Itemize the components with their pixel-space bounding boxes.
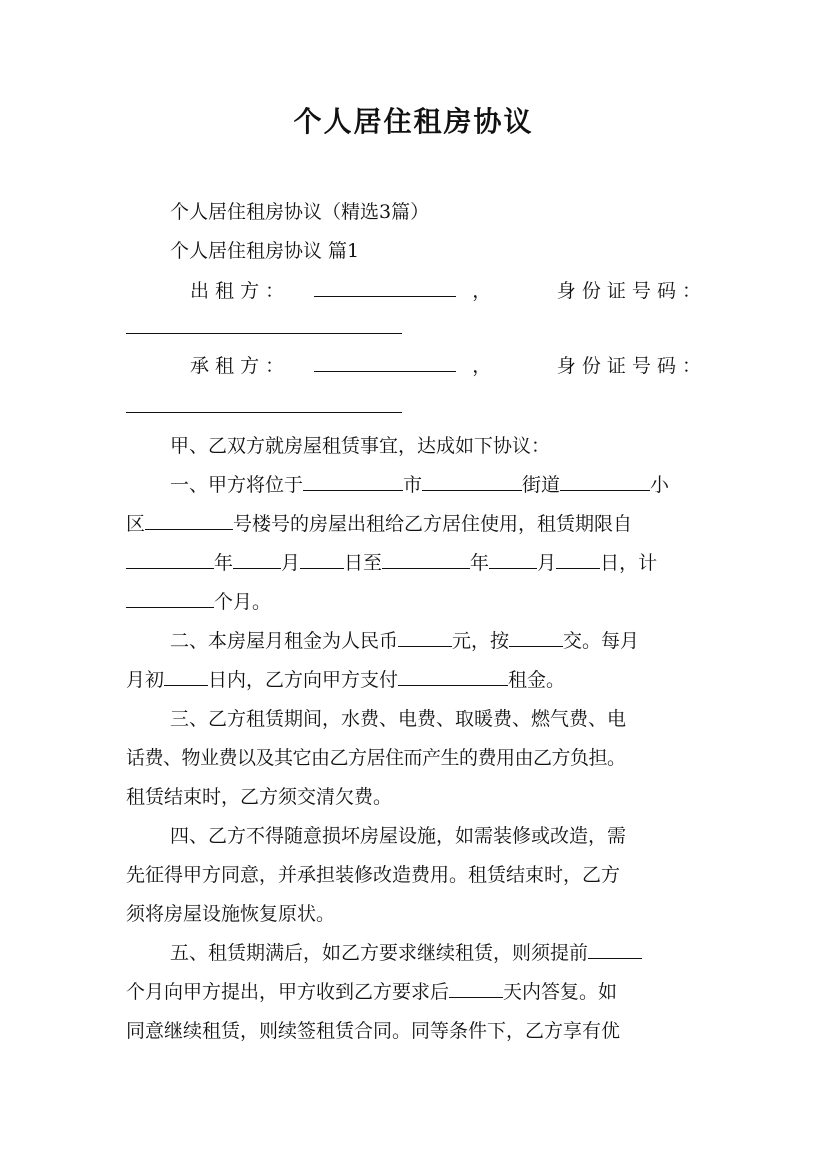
lessor-label: 出 租 方 ：	[190, 280, 285, 302]
clause-text: 天内答复。如	[503, 981, 618, 1003]
notice-months-blank	[588, 938, 642, 959]
clause-text: 交。每月	[563, 630, 640, 652]
clause4-line1: 四、乙方不得随意损坏房屋设施，如需装修或改造，需	[170, 825, 627, 847]
document-title: 个人居住租房协议	[293, 105, 534, 138]
end-day-blank	[556, 548, 600, 569]
clause-text: 租金。	[508, 669, 566, 691]
rent-amount-blank	[398, 626, 452, 647]
end-year-blank	[382, 548, 470, 569]
clause-text: 一、甲方将位于	[170, 474, 304, 496]
start-month-blank	[233, 548, 281, 569]
clause-text: 个月向甲方提出，甲方收到乙方要求后	[126, 981, 450, 1003]
clause3-line2: 话费、物业费以及其它由乙方居住而产生的费用由乙方负担。	[126, 747, 626, 769]
intro-paragraph: 甲、乙双方就房屋租赁事宜，达成如下协议：	[170, 435, 551, 457]
comma: ，	[472, 280, 492, 302]
lessee-id-label: 身 份 证 号 码 ：	[556, 355, 701, 377]
payment-period-blank	[509, 626, 563, 647]
document-subtitle: 个人居住租房协议（精选3篇）	[170, 201, 430, 223]
reply-days-blank	[449, 977, 503, 998]
payment-term-blank	[398, 665, 508, 686]
clause-text: 日，计	[600, 552, 658, 574]
clause2-line2	[126, 665, 701, 695]
clause2-line1	[170, 626, 701, 656]
lessee-id-blank	[126, 412, 402, 413]
months-blank	[126, 587, 214, 608]
clause3-line3: 租赁结束时，乙方须交清欠费。	[126, 786, 393, 808]
clause-text: 小	[650, 474, 670, 496]
lessor-id-label: 身 份 证 号 码 ：	[556, 280, 701, 302]
clause3-line1: 三、乙方租赁期间，水费、电费、取暖费、燃气费、电	[170, 708, 627, 730]
clause-text: 区	[126, 513, 146, 535]
street-blank	[422, 470, 522, 491]
clause-text: 月初	[126, 669, 165, 691]
clause-text: 年	[470, 552, 490, 574]
lessee-row	[190, 351, 701, 381]
clause-text: 日内，乙方向甲方支付	[208, 669, 399, 691]
clause-text: 月	[537, 552, 557, 574]
start-year-blank	[126, 548, 214, 569]
clause1-line1	[170, 470, 701, 500]
clause-text: 市	[403, 474, 423, 496]
clause-text: 元，按	[452, 630, 510, 652]
clause1-line2	[126, 509, 701, 539]
clause-text: 个月。	[214, 591, 272, 613]
payment-day-blank	[164, 665, 208, 686]
community-blank	[560, 470, 650, 491]
clause4-line2: 先征得甲方同意，并承担装修改造费用。租赁结束时，乙方	[126, 864, 621, 886]
clause-text: 街道	[522, 474, 561, 496]
section-heading: 个人居住租房协议 篇1	[170, 240, 360, 262]
lessee-name-blank	[314, 351, 456, 372]
lessor-row	[190, 276, 701, 306]
clause5-line2	[126, 977, 701, 1007]
comma: ，	[472, 355, 492, 377]
lessor-id-blank	[126, 333, 402, 334]
clause5-line1	[170, 938, 701, 968]
end-month-blank	[489, 548, 537, 569]
clause-text: 二、本房屋月租金为人民币	[170, 630, 399, 652]
lessee-label: 承 租 方 ：	[190, 355, 285, 377]
clause4-line3: 须将房屋设施恢复原状。	[126, 903, 336, 925]
clause-text: 年	[214, 552, 234, 574]
clause1-line3	[126, 548, 701, 578]
clause5-line3: 同意继续租赁，则续签租赁合同。同等条件下，乙方享有优	[126, 1020, 621, 1042]
building-blank	[145, 509, 233, 530]
clause-text: 月	[281, 552, 301, 574]
clause-text: 日至	[344, 552, 383, 574]
clause1-line4	[126, 587, 701, 617]
lessor-name-blank	[314, 276, 456, 297]
city-blank	[303, 470, 403, 491]
start-day-blank	[300, 548, 344, 569]
clause-text: 五、租赁期满后，如乙方要求继续租赁，则须提前	[170, 942, 589, 964]
clause-text: 号楼号的房屋出租给乙方居住使用，租赁期限自	[233, 513, 633, 535]
